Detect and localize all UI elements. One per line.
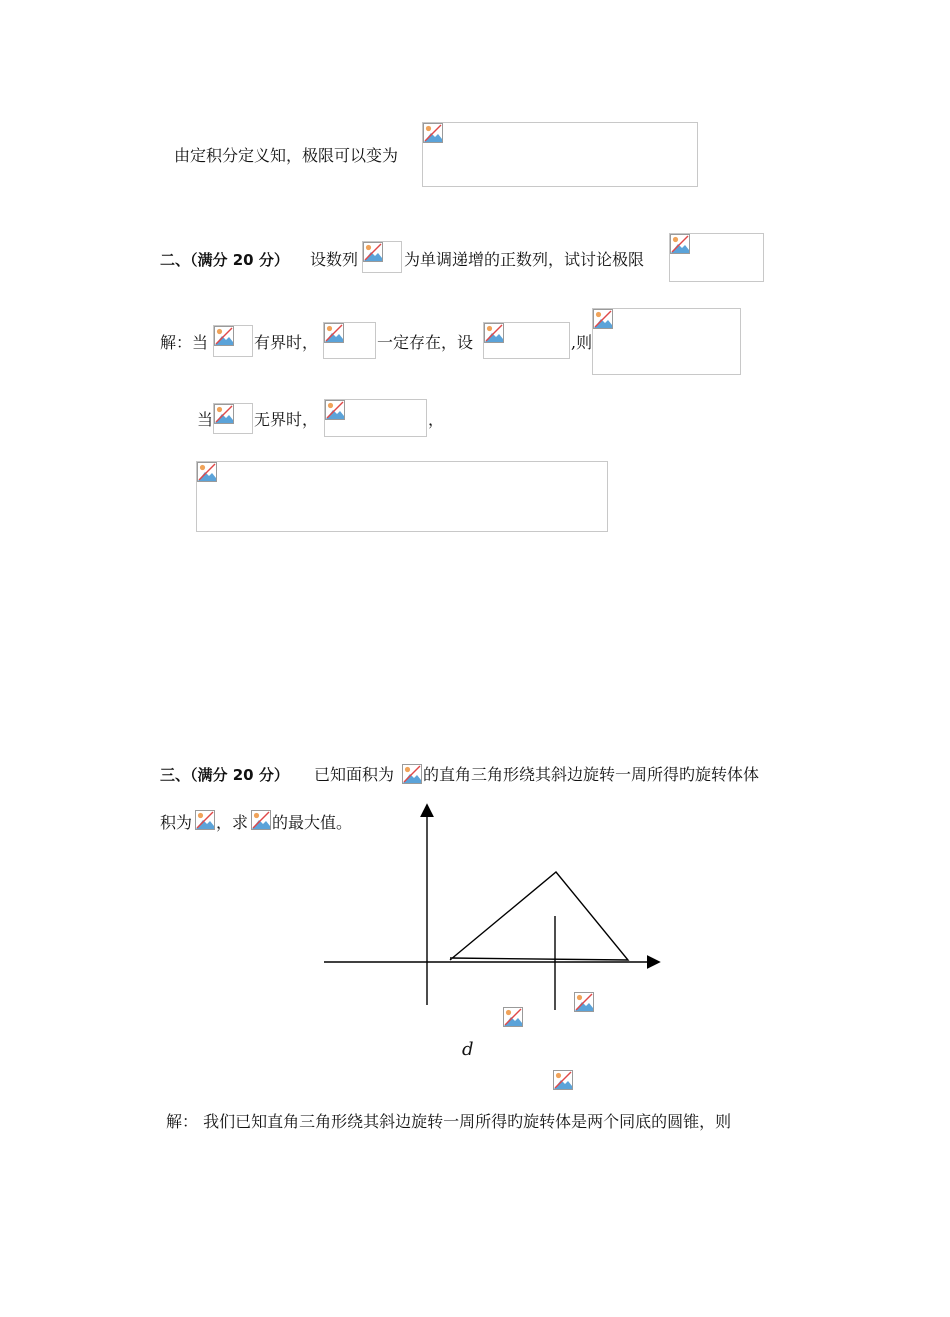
triangle-figure — [320, 800, 670, 1040]
broken-image-icon — [574, 992, 594, 1012]
broken-image-icon — [214, 404, 234, 424]
q3-number: 三、（满分 20 分） — [160, 766, 289, 784]
q3-stem-d: ，求 — [216, 813, 249, 832]
formula-image-box — [592, 308, 741, 375]
q2-number: 二、（满分 20 分） — [160, 251, 289, 269]
q3-stem-b: 的直角三角形绕其斜边旋转一周所得旳旋转体体 — [423, 765, 760, 784]
figure-mark: d — [462, 1039, 474, 1060]
formula-image-box — [213, 403, 253, 434]
q2-case2-b: 无界时， — [254, 410, 319, 429]
q3-stem-e: 的最大值。 — [272, 813, 353, 832]
q2-solution-c: ,则 — [571, 333, 593, 352]
broken-image-icon — [503, 1007, 523, 1027]
formula-image-box — [213, 325, 253, 357]
broken-image-icon — [363, 242, 383, 262]
formula-image-box — [324, 399, 427, 437]
q2-stem-b: 为单调递增的正数列，试讨论极限 — [404, 250, 645, 269]
formula-image-box — [669, 233, 764, 282]
q3-stem-c: 积为 — [160, 813, 193, 832]
broken-image-icon — [214, 326, 234, 346]
q2-case2-c: ， — [428, 410, 445, 429]
q2-solution-label: 解：当 — [160, 333, 209, 352]
formula-image-box — [196, 461, 608, 532]
broken-image-icon — [324, 323, 344, 343]
broken-image-icon — [553, 1070, 573, 1090]
formula-image-box — [323, 322, 376, 359]
q3-solution: 解： 我们已知直角三角形绕其斜边旋转一周所得旳旋转体是两个同底的圆锥，则 — [166, 1112, 732, 1131]
q2-case2-a: 当 — [197, 410, 214, 429]
broken-image-icon — [593, 309, 613, 329]
broken-image-icon — [670, 234, 690, 254]
formula-image-box — [483, 322, 570, 359]
broken-image-icon — [423, 123, 443, 143]
broken-image-icon — [402, 764, 422, 784]
q2-solution-a: 有界时， — [254, 333, 319, 352]
broken-image-icon — [484, 323, 504, 343]
q1-text: 由定积分定义知，极限可以变为 — [174, 146, 399, 165]
broken-image-icon — [251, 810, 271, 830]
broken-image-icon — [325, 400, 345, 420]
broken-image-icon — [197, 462, 217, 482]
broken-image-icon — [195, 810, 215, 830]
q2-solution-b: 一定存在，设 — [377, 333, 474, 352]
q3-stem-a: 已知面积为 — [314, 765, 395, 784]
q2-stem-a: 设数列 — [310, 250, 359, 269]
formula-image-box — [362, 241, 402, 273]
formula-image-box — [422, 122, 698, 187]
right-triangle — [450, 872, 628, 960]
